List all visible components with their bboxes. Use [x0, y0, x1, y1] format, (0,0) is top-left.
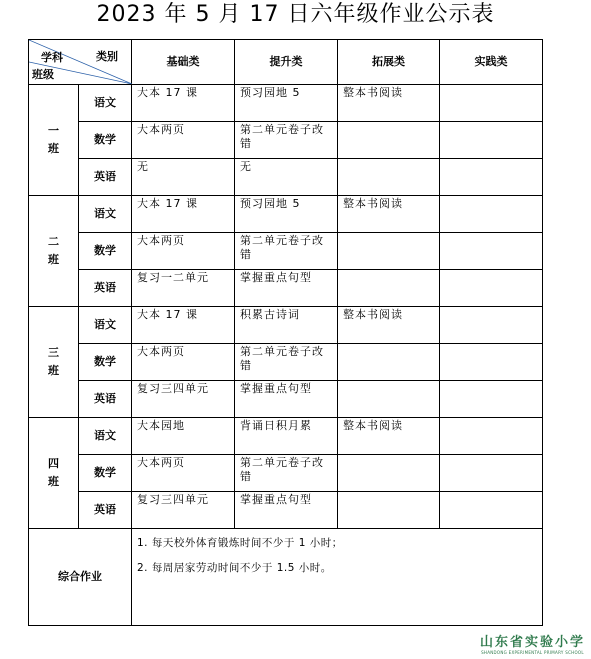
homework-cell: 第二单元卷子改错 — [235, 122, 338, 159]
homework-cell — [440, 85, 543, 122]
subject-cell: 英语 — [79, 492, 132, 529]
homework-cell: 整本书阅读 — [338, 196, 440, 233]
subject-cell: 语文 — [79, 196, 132, 233]
homework-cell: 大本 17 课 — [132, 85, 235, 122]
homework-cell — [440, 418, 543, 455]
homework-cell: 掌握重点句型 — [235, 270, 338, 307]
homework-cell: 无 — [132, 159, 235, 196]
homework-cell: 大本 17 课 — [132, 196, 235, 233]
homework-table — [28, 39, 543, 626]
homework-cell — [338, 381, 440, 418]
homework-cell: 预习园地 5 — [235, 85, 338, 122]
class-name-part: 四 — [48, 457, 59, 470]
table-row — [29, 418, 543, 455]
homework-cell: 大本两页 — [132, 455, 235, 492]
homework-cell: 积累古诗词 — [235, 307, 338, 344]
column-header-basic: 基础类 — [132, 40, 235, 85]
homework-cell — [338, 492, 440, 529]
table-row — [29, 159, 543, 196]
subject-cell: 英语 — [79, 381, 132, 418]
homework-cell: 预习园地 5 — [235, 196, 338, 233]
homework-cell: 整本书阅读 — [338, 85, 440, 122]
column-header-advanced: 提升类 — [235, 40, 338, 85]
corner-class-label: 班级 — [32, 68, 54, 81]
summary-label: 综合作业 — [29, 529, 132, 626]
homework-cell — [440, 455, 543, 492]
school-name-cn: 山东省实验小学 — [479, 635, 585, 650]
homework-cell — [338, 344, 440, 381]
homework-cell: 整本书阅读 — [338, 418, 440, 455]
summary-item: 2. 每周居家劳动时间不少于 1.5 小时。 — [137, 562, 332, 574]
summary-content — [132, 529, 543, 626]
homework-cell: 背诵日积月累 — [235, 418, 338, 455]
homework-cell: 无 — [235, 159, 338, 196]
class-name-cell — [29, 307, 79, 418]
table-row — [29, 455, 543, 492]
corner-cell — [29, 40, 132, 85]
subject-cell: 英语 — [79, 159, 132, 196]
column-header-practice: 实践类 — [440, 40, 543, 85]
table-row — [29, 196, 543, 233]
subject-cell: 数学 — [79, 344, 132, 381]
homework-cell — [440, 270, 543, 307]
column-header-extended: 拓展类 — [338, 40, 440, 85]
homework-cell: 复习三四单元 — [132, 381, 235, 418]
subject-cell: 数学 — [79, 233, 132, 270]
homework-cell: 大本 17 课 — [132, 307, 235, 344]
homework-cell: 整本书阅读 — [338, 307, 440, 344]
subject-cell: 语文 — [79, 418, 132, 455]
table-row — [29, 307, 543, 344]
class-name-part: 班 — [48, 142, 59, 155]
class-name-part: 一 — [48, 124, 59, 137]
class-name-part: 三 — [48, 346, 59, 359]
homework-cell: 大本两页 — [132, 344, 235, 381]
table-row — [29, 492, 543, 529]
homework-cell — [440, 381, 543, 418]
table-row — [29, 344, 543, 381]
homework-cell — [338, 233, 440, 270]
homework-cell — [440, 344, 543, 381]
homework-cell — [440, 122, 543, 159]
table-row — [29, 122, 543, 159]
homework-cell: 大本园地 — [132, 418, 235, 455]
homework-cell: 复习一二单元 — [132, 270, 235, 307]
subject-cell: 英语 — [79, 270, 132, 307]
class-name-part: 班 — [48, 364, 59, 377]
homework-cell — [440, 233, 543, 270]
class-name-part: 班 — [48, 475, 59, 488]
class-name-cell — [29, 85, 79, 196]
class-name-cell — [29, 418, 79, 529]
homework-cell — [338, 122, 440, 159]
homework-cell — [440, 196, 543, 233]
homework-cell: 大本两页 — [132, 122, 235, 159]
class-name-part: 班 — [48, 253, 59, 266]
homework-cell: 第二单元卷子改错 — [235, 455, 338, 492]
subject-cell: 语文 — [79, 85, 132, 122]
school-logo — [480, 631, 585, 655]
homework-cell — [440, 307, 543, 344]
subject-cell: 数学 — [79, 455, 132, 492]
school-name-en: SHANDONG EXPERIMENTAL PRIMARY SCHOOL — [481, 650, 584, 655]
homework-cell — [440, 492, 543, 529]
homework-cell: 第二单元卷子改错 — [235, 344, 338, 381]
subject-cell: 数学 — [79, 122, 132, 159]
class-name-cell — [29, 196, 79, 307]
homework-cell — [338, 455, 440, 492]
homework-cell: 复习三四单元 — [132, 492, 235, 529]
table-row — [29, 85, 543, 122]
subject-cell: 语文 — [79, 307, 132, 344]
header-row — [29, 40, 543, 85]
homework-cell — [338, 159, 440, 196]
homework-cell: 大本两页 — [132, 233, 235, 270]
table-row — [29, 270, 543, 307]
table-row — [29, 381, 543, 418]
table-row — [29, 233, 543, 270]
homework-cell — [440, 159, 543, 196]
homework-cell: 掌握重点句型 — [235, 492, 338, 529]
homework-cell: 掌握重点句型 — [235, 381, 338, 418]
homework-cell: 第二单元卷子改错 — [235, 233, 338, 270]
summary-item: 1. 每天校外体育锻炼时间不少于 1 小时； — [137, 537, 343, 549]
corner-category-label: 类别 — [96, 50, 118, 63]
page-title: 2023 年 5 月 17 日六年级作业公示表 — [96, 2, 495, 27]
corner-subject-label: 学科 — [41, 51, 63, 64]
class-name-part: 二 — [48, 235, 59, 248]
homework-cell — [338, 270, 440, 307]
summary-row — [29, 529, 543, 626]
